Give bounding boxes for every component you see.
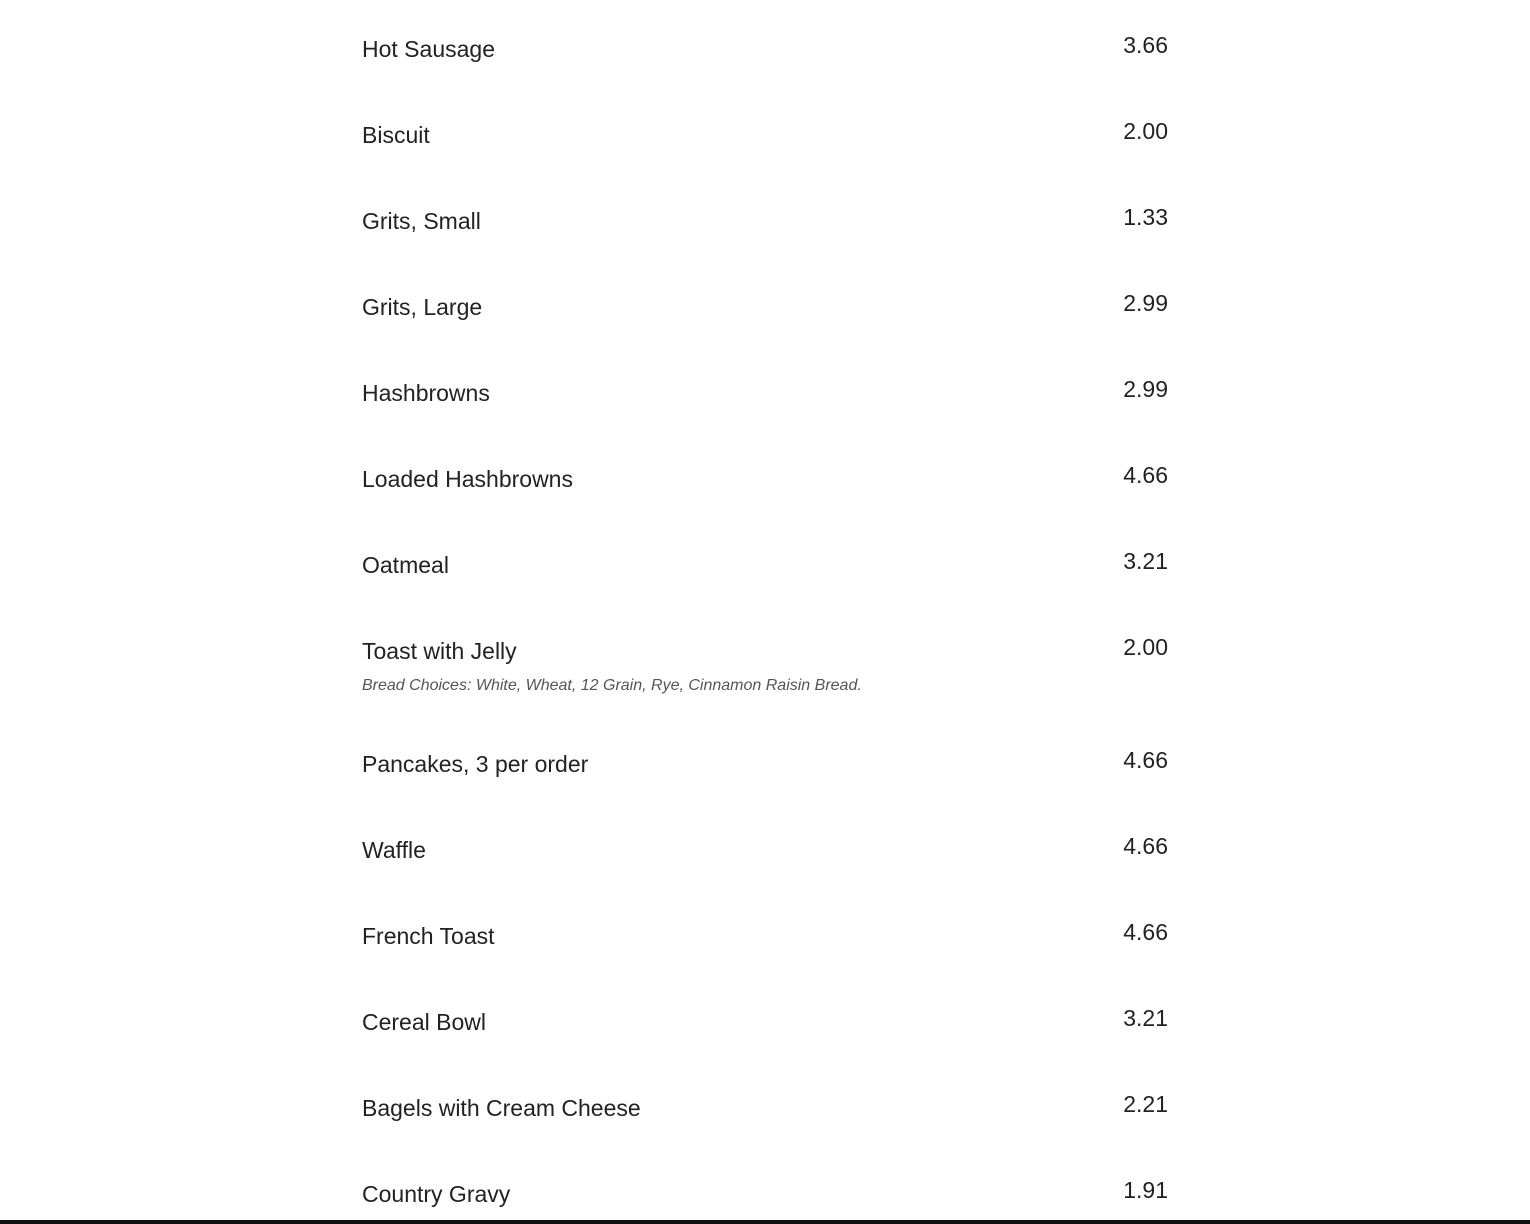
item-price: 2.00	[1123, 634, 1168, 660]
item-name: Loaded Hashbrowns	[362, 466, 573, 492]
item-price: 3.21	[1123, 548, 1168, 574]
item-name: Toast with Jelly	[362, 638, 517, 664]
item-price: 4.66	[1123, 919, 1168, 945]
item-name: Cereal Bowl	[362, 1009, 486, 1035]
item-name: Oatmeal	[362, 552, 449, 578]
item-name: Bagels with Cream Cheese	[362, 1095, 641, 1121]
item-name: Hashbrowns	[362, 380, 490, 406]
item-description: Bread Choices: White, Wheat, 12 Grain, Rye, Cinnamon Raisin Bread.	[362, 677, 862, 694]
item-name: Grits, Small	[362, 208, 481, 234]
item-price: 3.66	[1123, 32, 1168, 58]
item-price: 3.21	[1123, 1005, 1168, 1031]
item-name: French Toast	[362, 923, 495, 949]
item-price: 4.66	[1123, 747, 1168, 773]
item-name: Grits, Large	[362, 294, 483, 320]
item-price: 2.21	[1123, 1091, 1168, 1117]
item-price: 2.00	[1123, 118, 1168, 144]
item-name: Biscuit	[362, 122, 430, 148]
item-price: 1.33	[1123, 204, 1168, 230]
bottom-divider	[0, 1220, 1530, 1224]
item-price: 4.66	[1123, 833, 1168, 859]
item-name: Hot Sausage	[362, 36, 495, 62]
item-price: 1.91	[1123, 1177, 1168, 1203]
item-name: Waffle	[362, 837, 426, 863]
item-price: 4.66	[1123, 462, 1168, 488]
item-name: Country Gravy	[362, 1181, 511, 1207]
item-price: 2.99	[1123, 290, 1168, 316]
item-price: 2.99	[1123, 376, 1168, 402]
item-name: Pancakes, 3 per order	[362, 751, 589, 777]
